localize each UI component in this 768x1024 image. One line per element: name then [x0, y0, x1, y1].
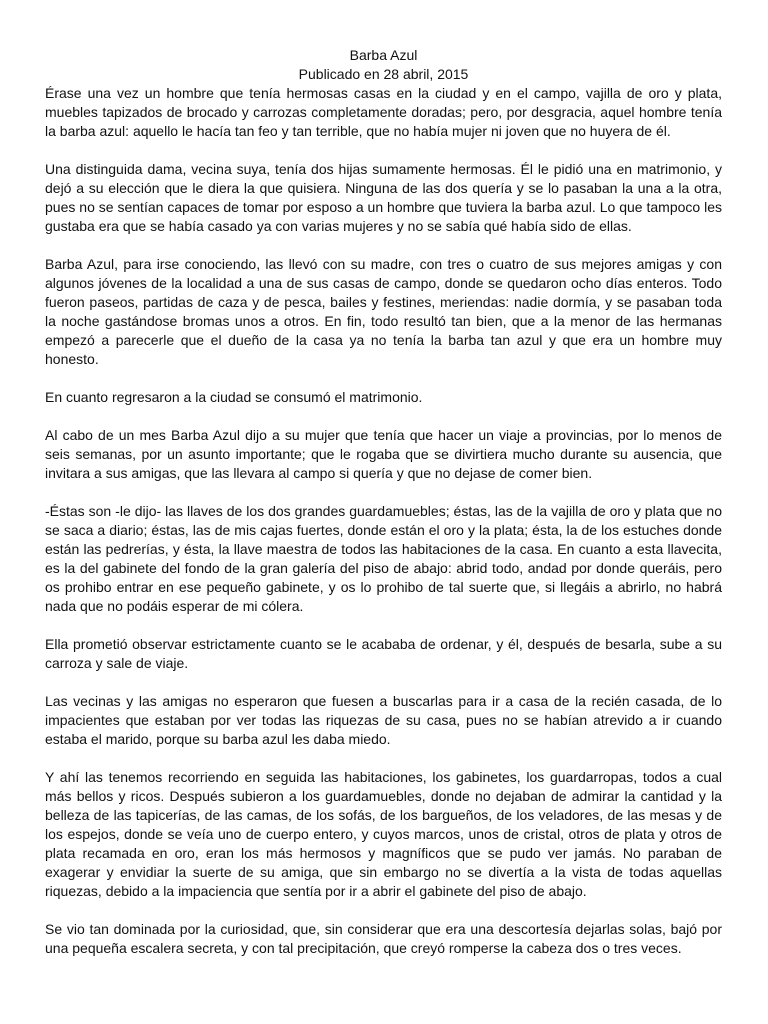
paragraph: -Éstas son -le dijo- las llaves de los dos grandes guardamuebles; éstas, las de la vajilla de oro y plata que no se saca a diario; éstas, las de mis cajas fuertes, donde están el oro y la plata; ésta, la de los estuches donde están las pedrerías, y ésta, la llave maestra de todos las habitaciones de la casa. En cuanto a esta llavecita, es la del gabinete del fondo de la gran galería del piso de abajo: abrid todo, andad por donde queráis, pero os prohibo entrar en ese pequeño gabinete, y os lo prohibo de tal suerte que, si llegáis a abrirlo, no habrá nada que no podáis esperar de mi cólera.	[45, 503, 722, 614]
document-body	[45, 84, 722, 958]
document-title: Barba Azul	[349, 47, 418, 63]
paragraph: Y ahí las tenemos recorriendo en seguida las habitaciones, los gabinetes, los guardarropas, todos a cual más bellos y ricos. Después subieron a los guardamuebles, donde no dejaban de admirar la cantidad y la belleza de las tapicerías, de las camas, de los sofás, de los bargueños, de los veladores, de las mesas y de los espejos, donde se veía uno de cuerpo entero, y cuyos marcos, unos de cristal, otros de plata y otros de plata recamada en oro, eran los más hermosos y magníficos que se pudo ver jamás. No paraban de exagerar y envidiar la suerte de su amiga, que sin embargo no se divertía a la vista de todas aquellas riquezas, debido a la impaciencia que sentía por ir a abrir el gabinete del piso de abajo.	[45, 769, 722, 899]
paragraph: Se vio tan dominada por la curiosidad, que, sin considerar que era una descortesía dejarlas solas, bajó por una pequeña escalera secreta, y con tal precipitación, que creyó romperse la cabeza dos o tres veces.	[45, 921, 722, 956]
publication-date: Publicado en 28 abril, 2015	[298, 66, 469, 82]
paragraph: Barba Azul, para irse conociendo, las llevó con su madre, con tres o cuatro de sus mejores amigas y con algunos jóvenes de la localidad a una de sus casas de campo, donde se quedaron ocho días enteros. Todo fueron paseos, partidas de caza y de pesca, bailes y festines, meriendas: nadie dormía, y se pasaban toda la noche gastándose bromas unos a otros. En fin, todo resultó tan bien, que a la menor de las hermanas empezó a parecerle que el dueño de la casa ya no tenía la barba tan azul y que era un hombre muy honesto.	[45, 256, 722, 367]
paragraph: Érase una vez un hombre que tenía hermosas casas en la ciudad y en el campo, vajilla de oro y plata, muebles tapizados de brocado y carrozas completamente doradas; pero, por desgracia, aquel hombre tenía la barba azul: aquello le hacía tan feo y tan terrible, que no había mujer ni joven que no huyera de él.	[45, 85, 722, 139]
paragraph: Al cabo de un mes Barba Azul dijo a su mujer que tenía que hacer un viaje a provincias, por lo menos de seis semanas, por un asunto importante; que le rogaba que se divirtiera mucho durante su ausencia, que invitara a sus amigas, que las llevara al campo si quería y que no dejase de comer bien.	[45, 427, 722, 481]
document-page	[45, 46, 722, 958]
paragraph: Ella prometió observar estrictamente cuanto se le acababa de ordenar, y él, después de besarla, sube a su carroza y sale de viaje.	[45, 636, 722, 671]
paragraph: Una distinguida dama, vecina suya, tenía dos hijas sumamente hermosas. Él le pidió una en matrimonio, y dejó a su elección que le diera la que quisiera. Ninguna de las dos quería y se lo pasaban la una a la otra, pues no se sentían capaces de tomar por esposo a un hombre que tuviera la barba azul. Lo que tampoco les gustaba era que se había casado ya con varias mujeres y no se sabía qué había sido de ellas.	[45, 161, 722, 234]
paragraph: En cuanto regresaron a la ciudad se consumó el matrimonio.	[45, 389, 423, 405]
paragraph: Las vecinas y las amigas no esperaron que fuesen a buscarlas para ir a casa de la recién casada, de lo impacientes que estaban por ver todas las riquezas de su casa, pues no se habían atrevido a ir cuando estaba el marido, porque su barba azul les daba miedo.	[45, 693, 722, 747]
